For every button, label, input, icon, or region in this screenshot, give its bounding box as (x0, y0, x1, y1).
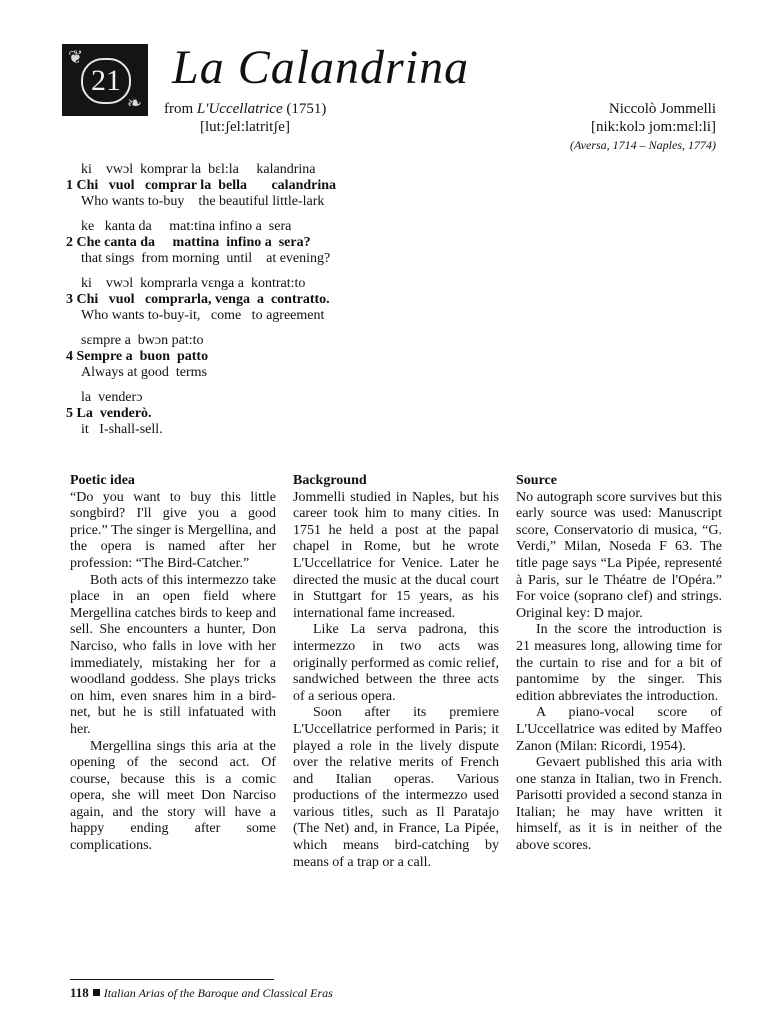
translation-line: that sings from morning until at evening? (81, 251, 331, 266)
section-heading: Source (516, 473, 557, 488)
source-section (516, 473, 722, 855)
paragraph: Gevaert published this aria with one stanza in Italian, two in French. Parisotti provided a second stanza in Italian; he may have written it himself, as it is in neither of the above scores. (516, 755, 722, 854)
composer-dates: (Aversa, 1714 – Naples, 1774) (570, 138, 716, 152)
ornament-icon: ❧ (126, 93, 142, 113)
ipa-line: ki vwɔl komprarla vɛnga a kontrat:to (81, 276, 306, 291)
aria-number: 21 (81, 58, 131, 104)
lyric-line (66, 390, 386, 438)
italian-line: 5 La venderò. (66, 406, 152, 421)
lyric-line (66, 333, 386, 381)
italian-line: 4 Sempre a buon patto (66, 349, 209, 364)
book-title: Italian Arias of the Baroque and Classical Eras (103, 986, 333, 1000)
lyric-line (66, 219, 386, 267)
source-work: from L'Uccellatrice (1751) (164, 101, 327, 117)
work-ipa: [lut:ʃel:latritʃe] (200, 119, 290, 135)
translation-line: Always at good terms (81, 365, 207, 380)
paragraph: No autograph score survives but this early source was used: Manuscript score, Conservatorio di musica, “G. Verdi,” Milan, Noseda F 63. The title page says “La Pipée, representé à Paris, sur le Théatre de l'Opéra.” For voice (soprano clef) and strings. Original key: D major. (516, 489, 722, 621)
lyric-line (66, 162, 386, 210)
ornament-icon: ❦ (68, 47, 84, 67)
paragraph: Mergellina sings this aria at the opening of the second act. Of course, because this is a comic opera, she will meet Don Narciso again, and the story will have a happy ending after some complications. (70, 738, 276, 854)
number-badge (62, 44, 148, 116)
paragraph: “Do you want to buy this little songbird? I'll give you a good price.” The singer is Mergellina, and the opera is named after her profession: “The Bird-Catcher.” (70, 489, 276, 571)
aria-title: La Calandrina (172, 41, 470, 94)
ipa-line: sɛmpre a bwɔn pat:to (81, 333, 204, 348)
ipa-line: ki vwɔl komprar la bɛl:la kalandrina (81, 162, 316, 177)
translation-line: it I-shall-sell. (81, 422, 163, 437)
poetic-idea-section (70, 473, 276, 855)
work-title: L'Uccellatrice (196, 101, 283, 117)
ipa-line: la venderɔ (81, 390, 143, 405)
paragraph: Like La serva padrona, this intermezzo in two acts was originally performed as comic relief, sandwiched between the three acts of a serious opera. (293, 622, 499, 704)
background-section (293, 473, 499, 871)
italian-line: 1 Chi vuol comprar la bella calandrina (66, 178, 337, 193)
paragraph: In the score the introduction is 21 measures long, allowing time for the curtain to rise and for a bit of pantomime by the singer. This edition abbreviates the introduction. (516, 622, 722, 704)
italian-line: 2 Che canta da mattina infino a sera? (66, 235, 311, 250)
section-heading: Poetic idea (70, 473, 135, 488)
translation-line: Who wants to-buy-it, come to agreement (81, 308, 325, 323)
page-footer (70, 985, 333, 1001)
page-number: 118 (70, 985, 89, 1000)
square-bullet-icon (93, 989, 100, 996)
italian-line: 3 Chi vuol comprarla, venga a contratto. (66, 292, 330, 307)
ipa-line: ke kanta da mat:tina infino a sera (81, 219, 292, 234)
lyric-line (66, 276, 386, 324)
paragraph: Soon after its premiere L'Uccellatrice performed in Paris; it played a role in the lively dispute over the relative merits of French and Italian operas. Various productions of the intermezzo used various titles, such as Il Paratajo (The Net) and, in France, La Pipée, which means bird-catching by means of a trap or a call. (293, 705, 499, 870)
composer-ipa: [nik:kolɔ jom:mɛl:li] (590, 119, 716, 135)
paragraph: Jommelli studied in Naples, but his career took him to many cities. In 1751 he held a post at the papal chapel in Rome, but he wrote L'Uccellatrice for Venice. Later he directed the music at the ducal court in Stuttgart for 15 years, as his international fame increased. (293, 489, 499, 621)
lyrics-block (66, 162, 386, 447)
composer-name: Niccolò Jommelli (608, 101, 716, 117)
paragraph: Both acts of this intermezzo take place in an open field where Mergellina catches birds to keep and sell. She encounters a hunter, Don Narciso, who falls in love with her immediately, mistaking her for a woodland goddess. She plays tricks on him, even snares him in a bird-net, but he is still infatuated with her. (70, 572, 276, 737)
section-heading: Background (293, 473, 367, 488)
paragraph: A piano-vocal score of L'Uccellatrice was edited by Maffeo Zanon (Milan: Ricordi, 1954). (516, 705, 722, 754)
translation-line: Who wants to-buy the beautiful little-lark (81, 194, 325, 209)
footer-divider (70, 979, 274, 980)
